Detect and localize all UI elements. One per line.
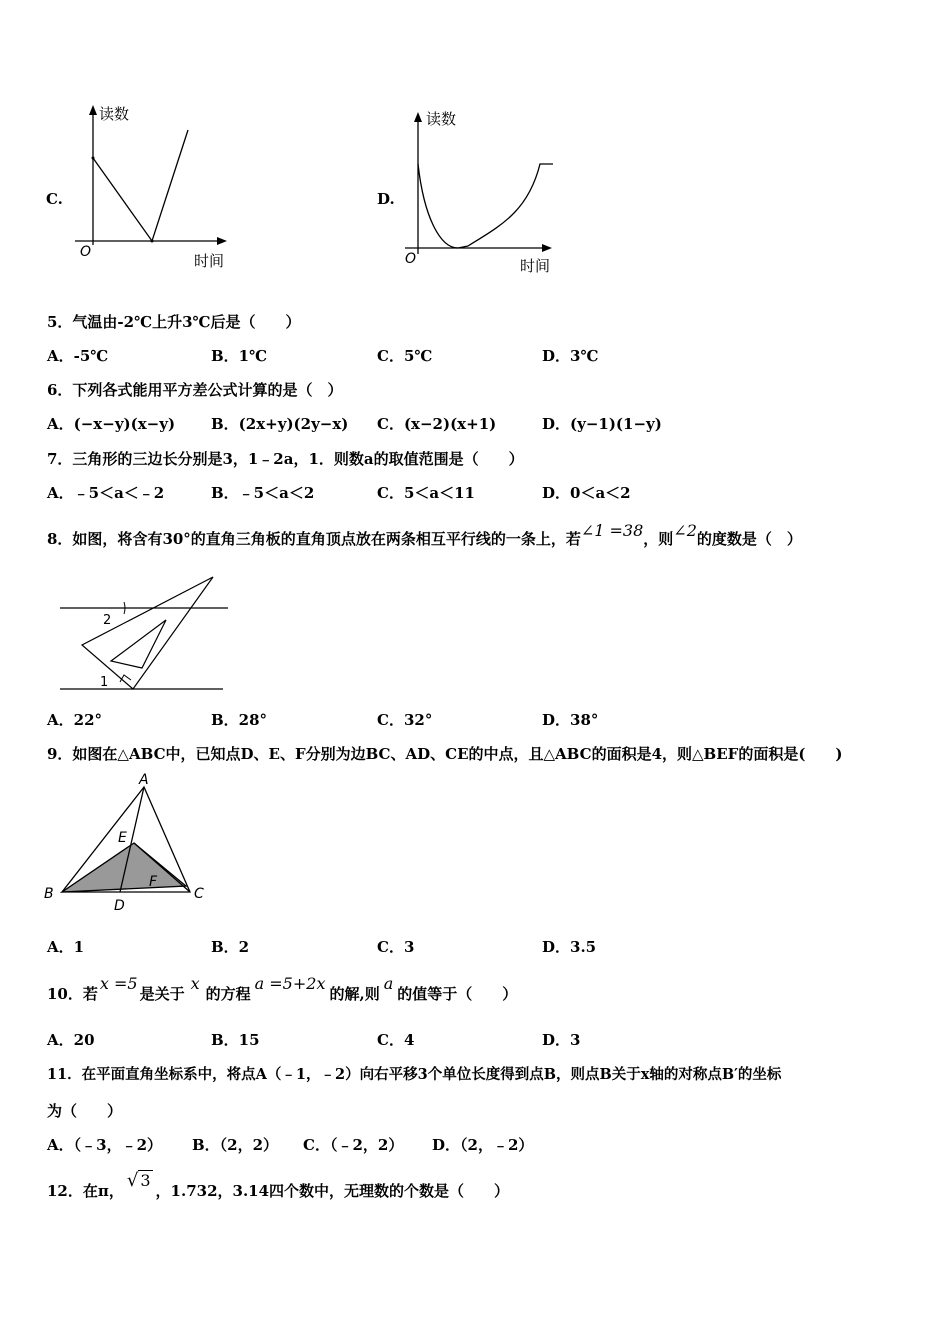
q8-stem-part3: 的度数是（ ） — [696, 530, 802, 548]
q10-math-equation: a =5+2x — [254, 974, 326, 993]
graph-c-ylabel: 读数 — [99, 105, 130, 123]
graph-d-origin: O — [405, 251, 417, 267]
q5-stem: 5．气温由-2℃上升3℃后是（ ） — [47, 313, 301, 331]
q10-math-a: a — [383, 974, 394, 993]
q8-option-d: D．38° — [542, 711, 599, 729]
q9-label-d: D — [114, 898, 125, 914]
q5-option-c: C．5℃ — [377, 347, 433, 365]
q7-option-d: D．0＜a＜2 — [542, 484, 631, 502]
q8-figure — [58, 572, 248, 702]
q8-option-b: B．28° — [211, 711, 268, 729]
q11-option-b: B．（2，2） — [192, 1136, 279, 1154]
graph-d — [400, 102, 600, 282]
graph-d-ylabel: 读数 — [426, 110, 457, 128]
q10-option-a: A．20 — [47, 1031, 95, 1049]
q8-angle2-math: ∠2 — [673, 521, 697, 540]
q7-option-a: A．﹣5＜a＜﹣2 — [47, 484, 165, 502]
graph-c — [70, 100, 270, 280]
q9-label-b: B — [44, 886, 54, 902]
q11-option-a: A．（﹣3，﹣2） — [47, 1136, 163, 1154]
q6-option-d: D．(y−1)(1−y) — [542, 415, 662, 433]
q6-option-b: B．(2x+y)(2y−x) — [211, 415, 349, 433]
q6-option-c: C．(x−2)(x+1) — [377, 415, 497, 433]
q5-option-b: B．1℃ — [211, 347, 268, 365]
q10-part2: 是关于 — [139, 985, 185, 1003]
q11-stem-line1: 11．在平面直角坐标系中，将点A（﹣1，﹣2）向右平移3个单位长度得到点B，则点B关于x轴的对称点B′的坐标 — [47, 1066, 782, 1083]
q5-option-d: D．3℃ — [542, 347, 599, 365]
q12-sqrt: √ 3 — [126, 1170, 151, 1191]
q5-option-a: A．-5℃ — [47, 347, 109, 365]
q8-stem — [47, 521, 802, 549]
q11-option-c: C．（﹣2，2） — [303, 1136, 404, 1154]
q9-option-a: A．1 — [47, 938, 85, 956]
q8-option-c: C．32° — [377, 711, 433, 729]
q10-part4: 的解,则 — [329, 985, 380, 1003]
q10-stem — [47, 974, 518, 1004]
q12-part1: 12．在π， — [47, 1182, 124, 1200]
q10-part1: 10．若 — [47, 985, 98, 1003]
q8-stem-part2: ，则 — [643, 530, 674, 548]
q8-angle2-label: 2 — [103, 613, 112, 628]
q11-option-d: D．（2，﹣2） — [432, 1136, 534, 1154]
q11-stem-line2: 为（ ） — [47, 1102, 123, 1120]
graph-c-origin: O — [80, 244, 92, 260]
graph-c-letter: C. — [46, 190, 63, 208]
q9-option-b: B．2 — [211, 938, 250, 956]
q10-math-x: x — [190, 974, 200, 993]
q9-label-c: C — [194, 886, 204, 902]
q10-part3: 的方程 — [205, 985, 251, 1003]
q10-math-x5: x =5 — [99, 974, 138, 993]
q7-stem: 7．三角形的三边长分别是3，1﹣2a，1．则数a的取值范围是（ ） — [47, 450, 524, 468]
q7-option-b: B．﹣5＜a＜2 — [211, 484, 315, 502]
q9-label-e: E — [118, 830, 127, 846]
q9-label-f: F — [149, 874, 158, 890]
q12-part2: ，1.732，3.14四个数中，无理数的个数是（ ） — [155, 1182, 510, 1200]
graph-d-letter: D. — [377, 190, 395, 208]
q9-option-d: D．3.5 — [542, 938, 597, 956]
q6-option-a: A．(−x−y)(x−y) — [47, 415, 176, 433]
q10-option-b: B．15 — [211, 1031, 260, 1049]
q8-angle1-label: 1 — [100, 675, 109, 690]
q9-figure — [42, 770, 212, 915]
graph-d-xlabel: 时间 — [520, 257, 551, 275]
q7-option-c: C．5＜a＜11 — [377, 484, 475, 502]
graph-c-xlabel: 时间 — [194, 252, 225, 270]
q9-option-c: C．3 — [377, 938, 415, 956]
q9-stem: 9．如图在△ABC中，已知点D、E、F分别为边BC、AD、CE的中点，且△ABC的面积是4，则△BEF的面积是( ) — [47, 745, 843, 763]
q10-option-d: D．3 — [542, 1031, 581, 1049]
q8-stem-part1: 8．如图，将含有30°的直角三角板的直角顶点放在两条相互平行线的一条上，若 — [47, 530, 581, 548]
q8-angle1-math: ∠1 =38 — [580, 521, 644, 540]
q12-stem — [47, 1170, 510, 1201]
q6-stem: 6．下列各式能用平方差公式计算的是（ ） — [47, 381, 343, 399]
q10-option-c: C．4 — [377, 1031, 415, 1049]
q12-sqrt-radicand: 3 — [140, 1171, 151, 1190]
q10-part5: 的值等于（ ） — [397, 985, 518, 1003]
q8-option-a: A．22° — [47, 711, 103, 729]
q9-label-a: A — [139, 772, 149, 788]
